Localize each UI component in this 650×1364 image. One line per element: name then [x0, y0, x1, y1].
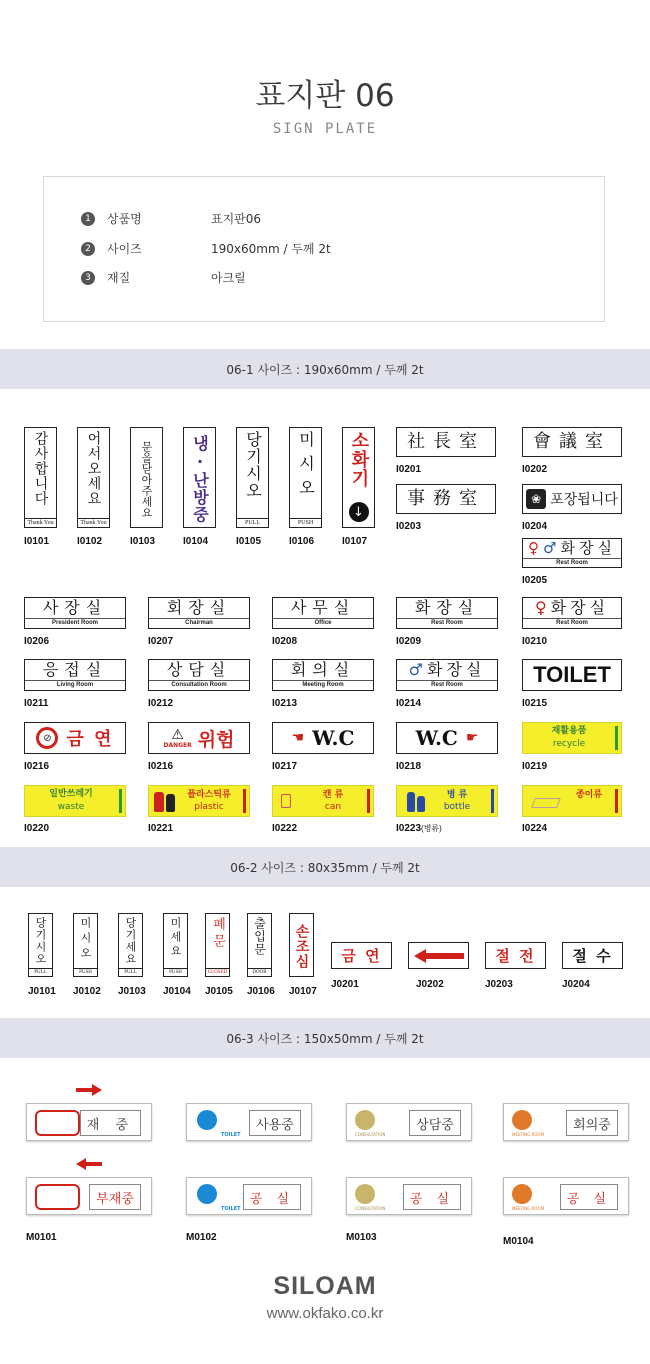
slide-sign-meeting [503, 1103, 629, 1141]
pointing-hand-icon: ☛ [465, 730, 479, 746]
sign-text: 재활용품 [551, 726, 587, 736]
restroom-icon: ♂ [543, 538, 561, 557]
slide-label: 재 중 [80, 1110, 141, 1136]
sign-text: 출입문 [252, 917, 267, 956]
sign-restroom-men [396, 659, 498, 691]
product-code: I0222 [272, 823, 298, 834]
slide-sign-vacant-toilet [186, 1177, 312, 1215]
spec-row-material [81, 269, 246, 286]
product-code: J0105 [205, 986, 233, 997]
spec-label: 사이즈 [107, 242, 142, 256]
product-code: I0213 [272, 698, 298, 709]
sign-text: 미시오 [296, 431, 316, 503]
sign-small: MEETING ROOM [512, 1206, 545, 1211]
sign-president-room [24, 597, 126, 629]
sign-foot: PULL [29, 968, 52, 976]
product-code: J0204 [562, 979, 590, 990]
sign-bottle [396, 785, 498, 817]
sign-chairman-room [148, 597, 250, 629]
pointing-hand-icon: ☚ [291, 730, 305, 746]
slide-label: 회의중 [566, 1110, 618, 1136]
sign-text: 회장실 [166, 598, 232, 617]
memo-frame-icon [35, 1184, 80, 1210]
product-code: I0209 [396, 636, 422, 647]
product-code: I0105 [236, 536, 262, 547]
sign-subtext: President Room [25, 618, 125, 626]
code-main: I0223 [396, 823, 422, 834]
meeting-icon [512, 1110, 532, 1130]
product-code: I0220 [24, 823, 50, 834]
sign-consultation-room [148, 659, 250, 691]
sign-subtext: Rest Room [523, 558, 621, 566]
product-code: I0210 [522, 636, 548, 647]
sign-text: 社長室 [407, 431, 485, 452]
sign-meeting-hanja [522, 427, 622, 457]
bottle-icon [166, 794, 175, 812]
sign-text: 會議室 [533, 431, 611, 452]
sign-subtext: Meeting Room [273, 680, 373, 688]
sign-foot: PUSH [74, 968, 97, 976]
sign-text: 폐문 [210, 917, 225, 951]
sign-no-smoking [24, 722, 126, 754]
sign-foot: PUSH [290, 518, 321, 527]
sign-danger [148, 722, 250, 754]
warning-icon: ⚠ [171, 726, 184, 743]
sign-text: 화장실 [560, 538, 616, 557]
spec-value: 표지판06 [211, 212, 262, 226]
sign-text: 병 류 [446, 790, 468, 800]
small-sign-save-power [485, 942, 546, 969]
restroom-icon: ♀ [528, 538, 544, 557]
green-bar [615, 726, 618, 750]
slide-label: 상담중 [409, 1110, 461, 1136]
page-title: 표지판 06 [255, 78, 395, 114]
product-code: I0212 [148, 698, 174, 709]
consultation-icon [355, 1110, 375, 1130]
sign-small: CONSULTATION [355, 1132, 386, 1137]
arrow-right-icon [76, 1084, 102, 1096]
sign-text: 화장실 [550, 598, 610, 617]
product-code: I0104 [183, 536, 209, 547]
sign-restroom [396, 597, 498, 629]
product-code: I0101 [24, 536, 50, 547]
small-sign-save-water [562, 942, 623, 969]
sign-living-room [24, 659, 126, 691]
sign-close-door [130, 427, 163, 528]
sign-text: TOILET [533, 662, 611, 687]
sign-text: 상담실 [166, 660, 232, 679]
section-band-2: 06-2 사이즈 : 80x35mm / 두께 2t [0, 847, 650, 887]
sign-welcome [77, 427, 110, 528]
sign-pull [236, 427, 269, 528]
red-bar [243, 789, 246, 813]
spec-label: 재질 [107, 271, 131, 285]
slide-sign-occupied [186, 1103, 312, 1141]
product-code: J0201 [331, 979, 359, 990]
spec-box [43, 176, 605, 322]
consultation-icon [355, 1184, 375, 1204]
spec-value: 아크릴 [211, 271, 246, 285]
toilet-icon [197, 1110, 217, 1130]
product-code: I0217 [272, 761, 298, 772]
product-code: J0104 [163, 986, 191, 997]
product-code: J0202 [416, 979, 444, 990]
product-code: I0202 [522, 464, 548, 475]
slide-label: 공 실 [243, 1184, 301, 1210]
sign-text: 어서오세요 [85, 431, 102, 506]
sign-text: 플라스틱류 [187, 790, 231, 800]
sign-small: TOILET [221, 1206, 241, 1212]
sign-foot: CLOSED [207, 970, 228, 975]
product-code: I0206 [24, 636, 50, 647]
spec-row-name [81, 210, 261, 227]
product-code: I0205 [522, 575, 548, 586]
slide-sign-absent [26, 1177, 152, 1215]
sign-text: W.C [312, 726, 355, 750]
product-code: I0107 [342, 536, 368, 547]
sign-text: 事務室 [407, 488, 485, 509]
sign-subtext: Living Room [25, 680, 125, 688]
slide-sign-present [26, 1103, 152, 1141]
danger-group [163, 728, 191, 749]
sign-text: 화장실 [426, 660, 486, 679]
small-sign-pull-polite [118, 913, 143, 977]
sign-subtext: recycle [552, 739, 586, 749]
slide-label: 사용중 [249, 1110, 301, 1136]
bottle-icon [417, 796, 425, 812]
sign-text: 손조심 [293, 924, 310, 969]
sign-small: CONSULTATION [355, 1206, 386, 1211]
sign-office [272, 597, 374, 629]
gift-icon: ❀ [526, 489, 546, 509]
sign-waste [24, 785, 126, 817]
woman-icon: ♀ [534, 598, 551, 617]
sign-text: 캔 류 [322, 790, 344, 800]
product-code: M0104 [503, 1236, 534, 1247]
sign-subtext: Office [273, 618, 373, 626]
slide-sign-consulting [346, 1103, 472, 1141]
sign-wc-right [396, 722, 498, 754]
product-code [396, 823, 442, 834]
product-code: I0208 [272, 636, 298, 647]
slide-sign-vacant-meeting [503, 1177, 629, 1215]
small-sign-closed [205, 913, 230, 977]
small-sign-pull [28, 913, 53, 977]
sign-text: 위험 [197, 728, 235, 751]
memo-frame-icon [35, 1110, 80, 1136]
product-code: I0103 [130, 536, 156, 547]
bottle-icon [154, 792, 164, 812]
red-bar [367, 789, 370, 813]
sign-text: 사장실 [42, 598, 108, 617]
can-icon [281, 794, 291, 808]
small-sign-door [247, 913, 272, 977]
product-code: J0101 [28, 986, 56, 997]
sign-toilet [522, 659, 622, 691]
blue-bar [491, 789, 494, 813]
product-code: I0106 [289, 536, 315, 547]
slide-label: 부재중 [89, 1184, 141, 1210]
small-sign-push-polite [163, 913, 188, 977]
product-code: J0106 [247, 986, 275, 997]
slide-label: 공 실 [403, 1184, 461, 1210]
sign-push [289, 427, 322, 528]
sign-text: 화장실 [414, 598, 480, 617]
page-subtitle: SIGN PLATE [272, 121, 378, 137]
meeting-icon [512, 1184, 532, 1204]
product-code: M0102 [186, 1232, 217, 1243]
sign-foot: PULL [119, 968, 142, 976]
sign-president-hanja [396, 427, 496, 457]
sign-text: 당기세요 [124, 917, 137, 965]
sign-text: 금 연 [341, 947, 382, 965]
sign-text: 미시오 [79, 917, 92, 962]
no-smoking-icon: ⊘ [36, 727, 58, 749]
sign-wc-left [272, 722, 374, 754]
product-code: M0101 [26, 1232, 57, 1243]
product-code: I0214 [396, 698, 422, 709]
sign-foot: DOOR [248, 968, 271, 976]
sign-text: 회의실 [290, 660, 356, 679]
product-code: J0107 [289, 986, 317, 997]
sign-subtext: waste [57, 802, 85, 812]
arrow-left-icon [76, 1158, 102, 1170]
sign-thankyou [24, 427, 57, 528]
section-band-1: 06-1 사이즈 : 190x60mm / 두께 2t [0, 349, 650, 389]
small-sign-no-smoking [331, 942, 392, 969]
product-code: I0215 [522, 698, 548, 709]
sign-text: 포장됩니다 [550, 492, 618, 508]
slide-label: 공 실 [560, 1184, 618, 1210]
product-code: I0201 [396, 464, 422, 475]
sign-paper [522, 785, 622, 817]
sign-text: 절 전 [495, 947, 536, 965]
product-code: I0204 [522, 521, 548, 532]
sign-text: 응접실 [42, 660, 108, 679]
sign-aircon [183, 427, 216, 528]
code-suffix: (병류) [421, 824, 442, 833]
sign-packing [522, 484, 622, 514]
sign-text: 소화기 [348, 431, 370, 488]
green-bar [119, 789, 122, 813]
sign-subtext: Rest Room [397, 680, 497, 688]
sign-text: 감사합니다 [32, 431, 49, 506]
sign-text: 당기시오 [243, 431, 263, 499]
sign-text: 일반쓰레기 [49, 789, 93, 799]
product-code: I0216 [148, 761, 174, 772]
sign-subtext: bottle [443, 802, 471, 812]
product-code: I0203 [396, 521, 422, 532]
section-band-3: 06-3 사이즈 : 150x50mm / 두께 2t [0, 1018, 650, 1058]
sign-subtext: Rest Room [397, 618, 497, 626]
spec-label: 상품명 [107, 212, 142, 226]
product-code: I0211 [24, 698, 49, 709]
paper-icon [531, 798, 561, 808]
spec-row-size [81, 240, 331, 257]
sign-text: 절 수 [572, 947, 613, 965]
sign-text: 문을닫아주세요 [140, 440, 153, 518]
small-sign-push [73, 913, 98, 977]
sign-office-hanja [396, 484, 496, 514]
sign-extinguisher [342, 427, 375, 528]
man-icon: ♂ [408, 660, 427, 679]
arrow-left-icon [414, 949, 464, 963]
sign-text: W.C [415, 726, 458, 750]
red-bar [615, 789, 618, 813]
sign-subtext: Rest Room [523, 618, 621, 626]
sign-text: 금 연 [66, 729, 114, 750]
small-sign-watch-hands [289, 913, 314, 977]
product-code: I0221 [148, 823, 174, 834]
product-code: J0203 [485, 979, 513, 990]
sign-foot: PUSH [164, 968, 187, 976]
sign-restroom-women [522, 597, 622, 629]
product-code: J0102 [73, 986, 101, 997]
number-badge-icon: 3 [81, 271, 95, 285]
product-code: I0216 [24, 761, 50, 772]
product-code: I0224 [522, 823, 548, 834]
sign-foot: PULL [237, 518, 268, 527]
product-code: I0102 [77, 536, 103, 547]
brand-logo: SILOAM [273, 1272, 377, 1300]
sign-text: 당기시오 [34, 917, 47, 965]
sign-text: 사무실 [290, 598, 356, 617]
bottle-icon [407, 792, 415, 812]
slide-sign-vacant-consult [346, 1177, 472, 1215]
sign-small: DANGER [163, 741, 192, 749]
sign-text: 종이류 [575, 790, 603, 800]
sign-meeting-room [272, 659, 374, 691]
sign-foot: Thank You [25, 518, 56, 527]
spec-value: 190x60mm / 두께 2t [211, 242, 331, 256]
sign-recycle [522, 722, 622, 754]
product-code: I0207 [148, 636, 174, 647]
sign-small: MEETING ROOM [512, 1132, 545, 1137]
sign-subtext: Chairman [149, 618, 249, 626]
sign-text: 냉·난방중 [190, 435, 210, 523]
sign-foot: Thank You [78, 518, 109, 527]
website-url[interactable]: www.okfako.co.kr [266, 1305, 384, 1322]
number-badge-icon: 2 [81, 242, 95, 256]
sign-restroom-pair [522, 538, 622, 568]
number-badge-icon: 1 [81, 212, 95, 226]
arrow-down-icon: ↓ [349, 502, 369, 522]
product-code: J0103 [118, 986, 146, 997]
sign-subtext: plastic [194, 802, 224, 812]
sign-subtext: Consultation Room [149, 680, 249, 688]
product-code: I0218 [396, 761, 422, 772]
toilet-icon [197, 1184, 217, 1204]
sign-text: 미세요 [169, 917, 182, 959]
sign-can [272, 785, 374, 817]
product-code: M0103 [346, 1232, 377, 1243]
small-sign-arrow [408, 942, 469, 969]
product-code: I0219 [522, 761, 548, 772]
sign-plastic [148, 785, 250, 817]
sign-subtext: can [324, 802, 342, 812]
sign-small: TOILET [221, 1132, 241, 1138]
